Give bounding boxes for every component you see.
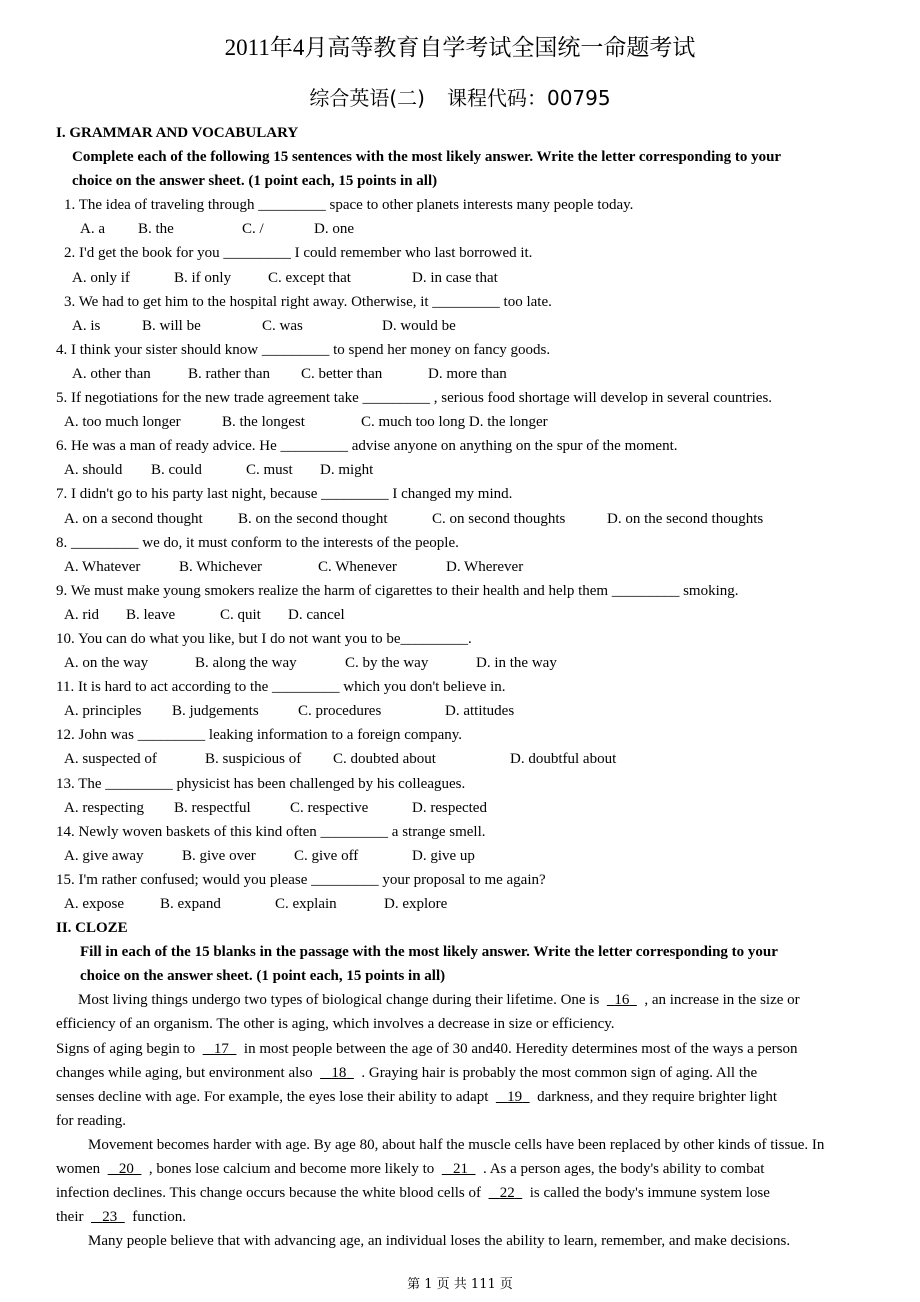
question-1: 1. The idea of traveling through _________ space to other planets interests many people today. [64, 197, 634, 214]
answer-option: C. quit [220, 606, 261, 623]
cloze-blank-17: 17 [213, 1040, 229, 1057]
answer-option: B. along the way [195, 655, 297, 672]
answer-option: B. could [151, 462, 202, 479]
cloze-paragraph-1-line-1: Most living things undergo two types of biological change during their lifetime. One is 16 , an increase in the size or [78, 992, 800, 1009]
section-2-heading: II. CLOZE [56, 920, 128, 937]
answer-option: C. was [262, 317, 303, 334]
answer-option: D. more than [428, 365, 507, 382]
answer-option: D. doubtful about [510, 751, 617, 768]
answer-option: D. cancel [288, 606, 345, 623]
answer-option: D. in case that [412, 269, 498, 286]
answer-option: D. Wherever [446, 558, 524, 575]
section-2-instruction: Fill in each of the 15 blanks in the passage with the most likely answer. Write the letter corresponding to your [80, 944, 778, 961]
question-6: 6. He was a man of ready advice. He _________ advise anyone on anything on the spur of the moment. [56, 438, 678, 455]
answer-option: B. give over [182, 847, 256, 864]
cloze-paragraph-2-line-2: changes while aging, but environment also 18 . Graying hair is probably the most common sign of aging. All the [56, 1064, 758, 1081]
question-5-options [56, 410, 856, 434]
answer-option: A. should [64, 462, 123, 479]
answer-option: A. is [72, 317, 101, 334]
answer-option: A. a [80, 221, 105, 238]
cloze-paragraph-2-line-3: senses decline with age. For example, the eyes lose their ability to adapt 19 darkness, and they require brighter light [56, 1088, 778, 1105]
question-list [56, 193, 856, 916]
cloze-blank-19: 19 [507, 1088, 523, 1105]
answer-option: C. on second thoughts [432, 510, 566, 527]
answer-option: C. must [246, 462, 293, 479]
answer-option: D. give up [412, 847, 475, 864]
question-7-options [56, 507, 856, 531]
question-8: 8. _________ we do, it must conform to the interests of the people. [56, 534, 459, 551]
answer-option: A. other than [72, 365, 151, 382]
answer-option: C. much too long D. the longer [361, 414, 548, 431]
question-15-options [56, 892, 856, 916]
exam-content [56, 121, 856, 1253]
cloze-paragraph-3-line-2: women 20 , bones lose calcium and become more likely to 21 . As a person ages, the body's ability to combat [56, 1161, 765, 1178]
answer-option: B. on the second thought [238, 510, 388, 527]
question-3: 3. We had to get him to the hospital right away. Otherwise, it _________ too late. [64, 293, 552, 310]
cloze-paragraph-3-line-4: their 23 function. [56, 1209, 186, 1226]
cloze-paragraph-1-line-2: efficiency of an organism. The other is aging, which involves a decrease in size or efficiency. [56, 1016, 615, 1033]
answer-option: B. leave [126, 606, 176, 623]
question-2-options [56, 266, 856, 290]
question-2: 2. I'd get the book for you _________ I could remember who last borrowed it. [64, 245, 533, 262]
cloze-paragraph-3-line-1: Movement becomes harder with age. By age 80, about half the muscle cells have been replaced by other kinds of tissue. In [88, 1136, 825, 1153]
section-2-instruction-cont: choice on the answer sheet. (1 point each, 15 points in all) [80, 968, 446, 985]
answer-option: D. explore [384, 896, 448, 912]
question-11: 11. It is hard to act according to the _________ which you don't believe in. [56, 679, 506, 696]
answer-option: B. rather than [188, 365, 271, 382]
answer-option: D. would be [382, 317, 456, 334]
exam-title: 2011年4月高等教育自学考试全国统一命题考试 [224, 35, 696, 60]
answer-option: C. by the way [345, 655, 429, 672]
cloze-blank-23: 23 [102, 1209, 118, 1226]
answer-option: B. the [138, 221, 174, 238]
answer-option: D. one [314, 221, 354, 238]
question-10: 10. You can do what you like, but I do not want you to be_________. [56, 630, 472, 647]
answer-option: B. respectful [174, 799, 251, 816]
answer-option: C. except that [268, 269, 351, 286]
question-6-options [56, 458, 856, 482]
cloze-blank-21: 21 [453, 1161, 469, 1178]
answer-option: D. attitudes [445, 703, 515, 720]
answer-option: C. doubted about [333, 751, 436, 768]
answer-option: B. the longest [222, 414, 305, 431]
answer-option: A. principles [64, 703, 142, 720]
question-9-options [56, 603, 856, 627]
answer-option: A. give away [64, 847, 144, 864]
section-1-instruction: Complete each of the following 15 sentences with the most likely answer. Write the letter corresponding to your [72, 149, 782, 166]
question-10-options [56, 651, 856, 675]
answer-option: C. Whenever [318, 558, 397, 575]
answer-option: A. rid [64, 606, 99, 623]
answer-option: B. if only [174, 269, 232, 286]
question-12: 12. John was _________ leaking information to a foreign company. [56, 727, 463, 744]
cloze-paragraph-4-line-1: Many people believe that with advancing age, an individual loses the ability to learn, remember, and make decisions. [88, 1233, 791, 1250]
cloze-paragraph-2-line-1: Signs of aging begin to 17 in most people between the age of 30 and40. Heredity determines most of the ways a person [56, 1040, 798, 1057]
answer-option: D. on the second thoughts [607, 510, 764, 527]
answer-option: A. Whatever [64, 558, 141, 575]
answer-option: C. / [242, 221, 264, 238]
answer-option: B. will be [142, 317, 201, 334]
answer-option: A. only if [72, 269, 130, 286]
answer-option: C. respective [290, 799, 369, 816]
section-1-instruction-cont: choice on the answer sheet. (1 point each, 15 points in all) [72, 173, 438, 190]
answer-option: A. respecting [64, 799, 144, 816]
answer-option: D. in the way [476, 655, 557, 672]
question-4-options [56, 362, 856, 386]
question-3-options [56, 314, 856, 338]
question-5: 5. If negotiations for the new trade agreement take _________ , serious food shortage will develop in several countries. [56, 390, 773, 407]
answer-option: A. expose [64, 896, 124, 912]
answer-option: D. respected [412, 799, 487, 816]
cloze-blank-18: 18 [331, 1064, 347, 1081]
question-15: 15. I'm rather confused; would you please _________ your proposal to me again? [56, 871, 546, 888]
question-9: 9. We must make young smokers realize the harm of cigarettes to their health and help them _________ smoking. [56, 582, 739, 599]
answer-option: C. explain [275, 896, 337, 912]
question-8-options [56, 555, 856, 579]
answer-option: A. too much longer [64, 414, 181, 431]
subject-name: 综合英语(二) [309, 86, 425, 110]
cloze-blank-16: 16 [614, 992, 630, 1009]
page-footer: 第 1 页 共 111 页 [407, 1277, 513, 1292]
answer-option: B. suspicious of [205, 751, 302, 768]
cloze-paragraph-2-line-4: for reading. [56, 1112, 126, 1129]
cloze-blank-22: 22 [499, 1185, 515, 1202]
question-11-options [56, 699, 856, 723]
question-13-options [56, 796, 856, 820]
course-code: 课程代码：00795 [446, 86, 611, 110]
question-12-options [56, 747, 856, 771]
question-1-options [56, 217, 856, 241]
section-1-heading: I. GRAMMAR AND VOCABULARY [56, 125, 299, 141]
question-14-options [56, 844, 856, 868]
answer-option: C. procedures [298, 703, 382, 720]
answer-option: A. on the way [64, 655, 149, 672]
subject-line [0, 82, 920, 114]
cloze-blank-20: 20 [118, 1161, 134, 1178]
cloze-paragraph-3-line-3: infection declines. This change occurs because the white blood cells of 22 is called the body's immune system lose [56, 1185, 770, 1202]
answer-option: B. expand [160, 896, 221, 912]
answer-option: C. better than [301, 365, 383, 382]
answer-option: D. might [320, 462, 374, 479]
answer-option: B. Whichever [179, 558, 263, 575]
question-7: 7. I didn't go to his party last night, because _________ I changed my mind. [56, 486, 513, 503]
answer-option: B. judgements [172, 703, 259, 720]
answer-option: A. suspected of [64, 751, 157, 768]
question-13: 13. The _________ physicist has been challenged by his colleagues. [56, 775, 466, 792]
answer-option: C. give off [294, 847, 359, 864]
question-14: 14. Newly woven baskets of this kind often _________ a strange smell. [56, 823, 486, 840]
question-4: 4. I think your sister should know _________ to spend her money on fancy goods. [56, 341, 551, 358]
answer-option: A. on a second thought [64, 510, 203, 527]
